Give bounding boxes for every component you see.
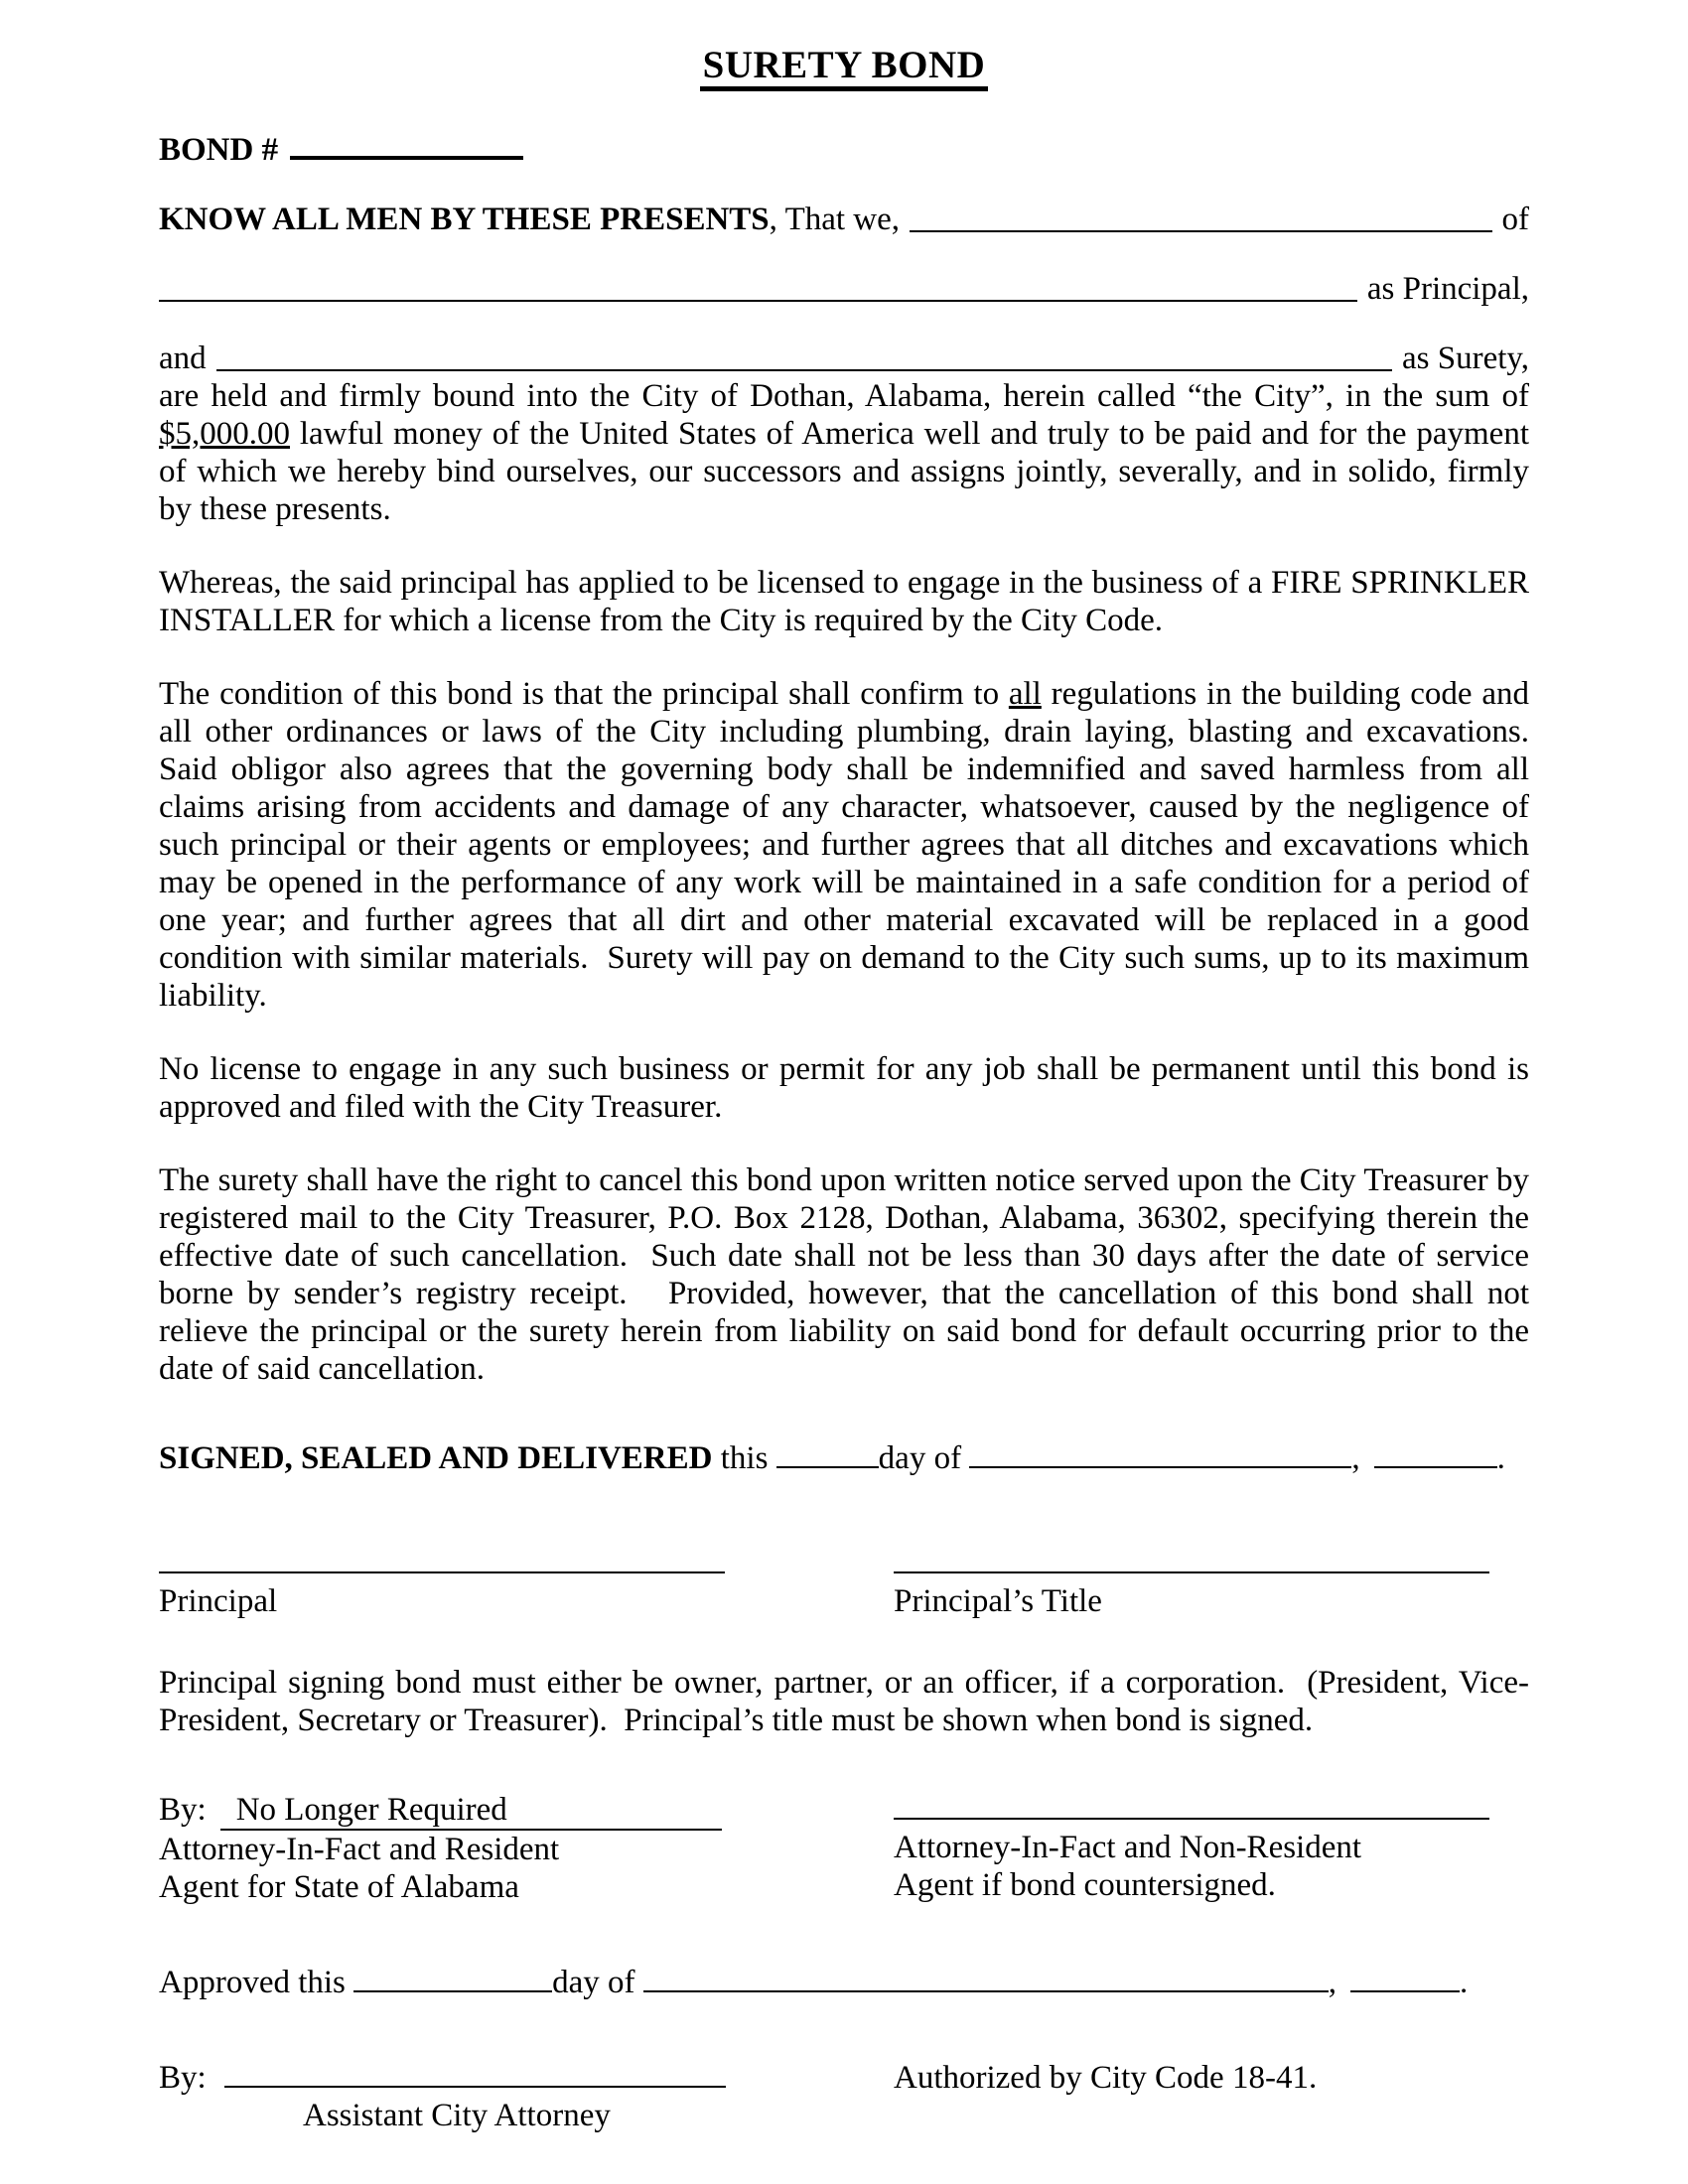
principal-title-signature-line [894, 1571, 1489, 1573]
bottom-by-label: By: [159, 2060, 207, 2096]
comma-text: , [1351, 1440, 1360, 1476]
no-longer-required-text: No Longer Required [235, 1792, 507, 1828]
attorney-row [159, 1791, 1529, 1906]
surety-line [159, 340, 1529, 377]
approved-comma: , [1328, 1965, 1337, 2000]
cancellation-paragraph: The surety shall have the right to cancel this bond upon written notice served upon the City Treasurer by registered mail to the City Treasurer, P.O. Box 2128, Dothan, Alabama, 36302, specifying therein the effective date of such cancellation. Such date shall not be less than 30 days after the date of service borne by sender’s registry receipt. Provided, however, that the cancellation of this bond shall not relieve the principal or the surety herein from liability on said bond for default occurring prior to the date of said cancellation. [159, 1162, 1538, 1387]
principal-line [159, 270, 1529, 308]
principal-signature-line [159, 1571, 725, 1573]
of-word: of [1501, 202, 1529, 237]
sum-amount: $5,000.00 [159, 416, 290, 452]
bottom-by-line-row [159, 2059, 894, 2097]
bond-number-blank [290, 156, 523, 160]
day-of-word: day of [878, 1440, 970, 1476]
surety-name-blank [216, 340, 1392, 371]
approved-day-of-word: day of [552, 1965, 643, 2000]
city-attorney-signature-line [224, 2086, 726, 2088]
condition-before-all: The condition of this bond is that the principal shall confirm to [159, 676, 1009, 712]
no-license-paragraph: No license to engage in any such business or permit for any job shall be permanent until this bond is approved and filed with the City Treasurer. [159, 1051, 1538, 1125]
assistant-city-attorney-label: Assistant City Attorney [303, 2098, 611, 2133]
by-label: By: [159, 1792, 207, 1828]
attorney-nonresident-line2: Agent if bond countersigned. [894, 1867, 1276, 1903]
bond-number-row [159, 131, 1529, 169]
no-longer-required-blank [220, 1791, 722, 1831]
principal-signature-line-row [159, 1545, 894, 1582]
bound-paragraph [159, 377, 1538, 528]
principal-name-blank-2 [159, 270, 1357, 302]
approved-year-blank [1350, 1990, 1460, 1992]
and-word: and [159, 341, 207, 376]
period-text: . [1496, 1440, 1505, 1476]
principal-signature-col [159, 1545, 894, 1620]
principal-title-label: Principal’s Title [894, 1583, 1102, 1619]
signed-sealed-bold: SIGNED, SEALED AND DELIVERED [159, 1440, 713, 1476]
all-underlined: all [1008, 676, 1042, 712]
that-we-text: , That we, [769, 202, 901, 237]
approved-this-text: Approved this [159, 1965, 354, 2000]
authorized-text: Authorized by City Code 18-41. [894, 2060, 1318, 2096]
principal-title-line-row [894, 1545, 1489, 1582]
day-blank [776, 1466, 879, 1468]
principal-label: Principal [159, 1583, 278, 1619]
attorney-nonresident-col [894, 1791, 1489, 1906]
attorney-resident-col [159, 1791, 894, 1906]
approved-month-blank [643, 1990, 1329, 1992]
opening-line [159, 201, 1529, 238]
attorney-resident-line1: Attorney-In-Fact and Resident [159, 1832, 560, 1867]
page-title: SURETY BOND [700, 44, 989, 91]
nonresident-signature-line [894, 1818, 1489, 1820]
know-all-men-bold: KNOW ALL MEN BY THESE PRESENTS [159, 202, 770, 237]
signing-note-paragraph: Principal signing bond must either be owner, partner, or an officer, if a corporation. (President, Vice-President, Secretary or Treasurer). Principal’s title must be shown when bond is signed. [159, 1665, 1529, 1738]
principal-title-col [894, 1545, 1489, 1620]
condition-paragraph [159, 675, 1546, 1015]
approved-period: . [1460, 1965, 1469, 2000]
approved-day-blank [353, 1990, 552, 1992]
by-line-row [159, 1791, 894, 1831]
bottom-approval-row [159, 2059, 1529, 2134]
document-title-row [159, 42, 1529, 89]
bond-number-label: BOND # [159, 132, 279, 168]
signature-row [159, 1545, 1529, 1620]
condition-after-all: regulations in the building code and all other ordinances or laws of the City including plumbing, drain laying, blasting and excavations. Said obligor also agrees that the governing body shall be indemnified and saved harmless from all claims arising from accidents and damage of any character, whatsoever, caused by the negligence of such principal or their agents or employees; and further agrees that all ditches and excavations which may be opened in the performance of any work will be maintained in a safe condition for a period of one year; and further agrees that all dirt and other material excavated will be replaced in a good condition with similar materials. Surety will pay on demand to the City such sums, up to its maximum liability. [159, 676, 1546, 1014]
approved-line [159, 1964, 1529, 2001]
bound-after-sum: lawful money of the United States of America well and truly to be paid and for the payment of which we hereby bind ourselves, our successors and assigns jointly, severally, and in solido, firmly by these presents. [159, 416, 1538, 527]
city-attorney-col [159, 2059, 894, 2134]
signed-sealed-line [159, 1439, 1529, 1477]
principal-name-blank [910, 201, 1491, 232]
nonresident-line-row [894, 1791, 1489, 1829]
month-blank [969, 1466, 1351, 1468]
this-word: this [712, 1440, 776, 1476]
as-surety-label: as Surety, [1401, 341, 1529, 376]
whereas-paragraph: Whereas, the said principal has applied to be licensed to engage in the business of a FIRE SPRINKLER INSTALLER for which a license from the City is required by the City Code. [159, 565, 1538, 638]
opening-text [159, 201, 900, 238]
as-principal-label: as Principal, [1366, 271, 1529, 307]
attorney-nonresident-line1: Attorney-In-Fact and Non-Resident [894, 1830, 1362, 1865]
bound-before-sum: are held and firmly bound into the City of Dothan, Alabama, herein called “the City”, in the sum of [159, 378, 1538, 414]
authorized-col [894, 2059, 1489, 2134]
year-blank [1374, 1466, 1497, 1468]
attorney-resident-line2: Agent for State of Alabama [159, 1869, 519, 1905]
